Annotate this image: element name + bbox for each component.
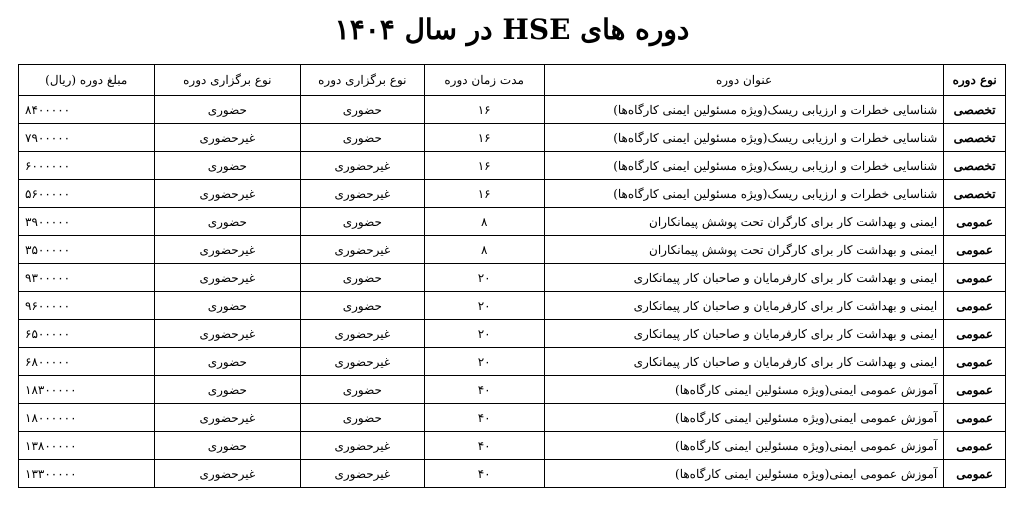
type-cell: عمومی — [944, 208, 1006, 236]
course-title-cell: ایمنی و بهداشت کار برای کارفرمایان و صاحبان کار پیمانکاری — [544, 320, 943, 348]
duration-cell: ۴۰ — [424, 376, 544, 404]
price-cell: ۳۹۰۰۰۰۰ — [19, 208, 155, 236]
table-row — [19, 348, 1006, 376]
mode-1-cell: حضوری — [301, 376, 424, 404]
duration-cell: ۴۰ — [424, 404, 544, 432]
duration-cell: ۲۰ — [424, 264, 544, 292]
duration-cell: ۱۶ — [424, 180, 544, 208]
price-cell: ۳۵۰۰۰۰۰ — [19, 236, 155, 264]
table-row — [19, 292, 1006, 320]
course-title-cell: ایمنی و بهداشت کار برای کارفرمایان و صاحبان کار پیمانکاری — [544, 348, 943, 376]
type-cell: تخصصی — [944, 152, 1006, 180]
header-mode-1: نوع برگزاری دوره — [301, 65, 424, 96]
mode-1-cell: غیرحضوری — [301, 236, 424, 264]
mode-2-cell: حضوری — [154, 348, 301, 376]
table-header-row — [19, 65, 1006, 96]
type-cell: تخصصی — [944, 124, 1006, 152]
duration-cell: ۲۰ — [424, 292, 544, 320]
course-title-cell: آموزش عمومی ایمنی(ویژه مسئولین ایمنی کارگاه‌ها) — [544, 404, 943, 432]
duration-cell: ۴۰ — [424, 432, 544, 460]
mode-2-cell: غیرحضوری — [154, 236, 301, 264]
courses-table — [18, 64, 1006, 488]
mode-1-cell: غیرحضوری — [301, 348, 424, 376]
mode-2-cell: غیرحضوری — [154, 404, 301, 432]
price-cell: ۱۳۸۰۰۰۰۰ — [19, 432, 155, 460]
course-title-cell: شناسایی خطرات و ارزیابی ریسک(ویژه مسئولین ایمنی کارگاه‌ها) — [544, 124, 943, 152]
table-body — [19, 96, 1006, 488]
price-cell: ۱۳۳۰۰۰۰۰ — [19, 460, 155, 488]
duration-cell: ۸ — [424, 208, 544, 236]
course-title-cell: ایمنی و بهداشت کار برای کارگران تحت پوشش پیمانکاران — [544, 208, 943, 236]
course-title-cell: ایمنی و بهداشت کار برای کارگران تحت پوشش پیمانکاران — [544, 236, 943, 264]
course-title-cell: شناسایی خطرات و ارزیابی ریسک(ویژه مسئولین ایمنی کارگاه‌ها) — [544, 152, 943, 180]
mode-1-cell: غیرحضوری — [301, 320, 424, 348]
header-duration: مدت زمان دوره — [424, 65, 544, 96]
header-type: نوع دوره — [944, 65, 1006, 96]
page-title: دوره های HSE در سال ۱۴۰۴ — [334, 13, 690, 46]
type-cell: عمومی — [944, 236, 1006, 264]
table-row — [19, 404, 1006, 432]
type-cell: عمومی — [944, 376, 1006, 404]
mode-1-cell: حضوری — [301, 264, 424, 292]
course-title-cell: شناسایی خطرات و ارزیابی ریسک(ویژه مسئولین ایمنی کارگاه‌ها) — [544, 180, 943, 208]
mode-1-cell: غیرحضوری — [301, 180, 424, 208]
type-cell: عمومی — [944, 404, 1006, 432]
price-cell: ۵۶۰۰۰۰۰ — [19, 180, 155, 208]
duration-cell: ۴۰ — [424, 460, 544, 488]
mode-1-cell: غیرحضوری — [301, 460, 424, 488]
duration-cell: ۱۶ — [424, 124, 544, 152]
course-title-cell: آموزش عمومی ایمنی(ویژه مسئولین ایمنی کارگاه‌ها) — [544, 376, 943, 404]
header-price: مبلغ دوره (ریال) — [19, 65, 155, 96]
type-cell: عمومی — [944, 348, 1006, 376]
table-row — [19, 236, 1006, 264]
type-cell: تخصصی — [944, 96, 1006, 124]
mode-2-cell: غیرحضوری — [154, 124, 301, 152]
price-cell: ۶۸۰۰۰۰۰ — [19, 348, 155, 376]
price-cell: ۹۶۰۰۰۰۰ — [19, 292, 155, 320]
mode-1-cell: حضوری — [301, 292, 424, 320]
table-row — [19, 96, 1006, 124]
mode-1-cell: غیرحضوری — [301, 152, 424, 180]
duration-cell: ۱۶ — [424, 152, 544, 180]
course-title-cell: آموزش عمومی ایمنی(ویژه مسئولین ایمنی کارگاه‌ها) — [544, 432, 943, 460]
mode-1-cell: غیرحضوری — [301, 432, 424, 460]
mode-2-cell: غیرحضوری — [154, 320, 301, 348]
price-cell: ۱۸۳۰۰۰۰۰ — [19, 376, 155, 404]
table-row — [19, 376, 1006, 404]
mode-1-cell: حضوری — [301, 96, 424, 124]
type-cell: عمومی — [944, 432, 1006, 460]
course-title-cell: شناسایی خطرات و ارزیابی ریسک(ویژه مسئولین ایمنی کارگاه‌ها) — [544, 96, 943, 124]
duration-cell: ۸ — [424, 236, 544, 264]
table-row — [19, 180, 1006, 208]
mode-2-cell: حضوری — [154, 292, 301, 320]
type-cell: عمومی — [944, 320, 1006, 348]
type-cell: عمومی — [944, 460, 1006, 488]
mode-1-cell: حضوری — [301, 404, 424, 432]
table-row — [19, 152, 1006, 180]
mode-1-cell: حضوری — [301, 208, 424, 236]
duration-cell: ۱۶ — [424, 96, 544, 124]
table-row — [19, 460, 1006, 488]
table-row — [19, 124, 1006, 152]
mode-2-cell: حضوری — [154, 376, 301, 404]
header-course-title: عنوان دوره — [544, 65, 943, 96]
price-cell: ۱۸۰۰۰۰۰۰ — [19, 404, 155, 432]
header-mode-2: نوع برگزاری دوره — [154, 65, 301, 96]
table-row — [19, 264, 1006, 292]
course-title-cell: آموزش عمومی ایمنی(ویژه مسئولین ایمنی کارگاه‌ها) — [544, 460, 943, 488]
table-row — [19, 432, 1006, 460]
mode-1-cell: حضوری — [301, 124, 424, 152]
mode-2-cell: حضوری — [154, 432, 301, 460]
duration-cell: ۲۰ — [424, 348, 544, 376]
type-cell: تخصصی — [944, 180, 1006, 208]
duration-cell: ۲۰ — [424, 320, 544, 348]
mode-2-cell: غیرحضوری — [154, 180, 301, 208]
price-cell: ۶۵۰۰۰۰۰ — [19, 320, 155, 348]
price-cell: ۶۰۰۰۰۰۰ — [19, 152, 155, 180]
mode-2-cell: غیرحضوری — [154, 264, 301, 292]
mode-2-cell: حضوری — [154, 96, 301, 124]
course-title-cell: ایمنی و بهداشت کار برای کارفرمایان و صاحبان کار پیمانکاری — [544, 292, 943, 320]
price-cell: ۸۴۰۰۰۰۰ — [19, 96, 155, 124]
mode-2-cell: حضوری — [154, 152, 301, 180]
type-cell: عمومی — [944, 292, 1006, 320]
type-cell: عمومی — [944, 264, 1006, 292]
table-row — [19, 208, 1006, 236]
mode-2-cell: حضوری — [154, 208, 301, 236]
mode-2-cell: غیرحضوری — [154, 460, 301, 488]
price-cell: ۷۹۰۰۰۰۰ — [19, 124, 155, 152]
price-cell: ۹۳۰۰۰۰۰ — [19, 264, 155, 292]
course-title-cell: ایمنی و بهداشت کار برای کارفرمایان و صاحبان کار پیمانکاری — [544, 264, 943, 292]
table-row — [19, 320, 1006, 348]
